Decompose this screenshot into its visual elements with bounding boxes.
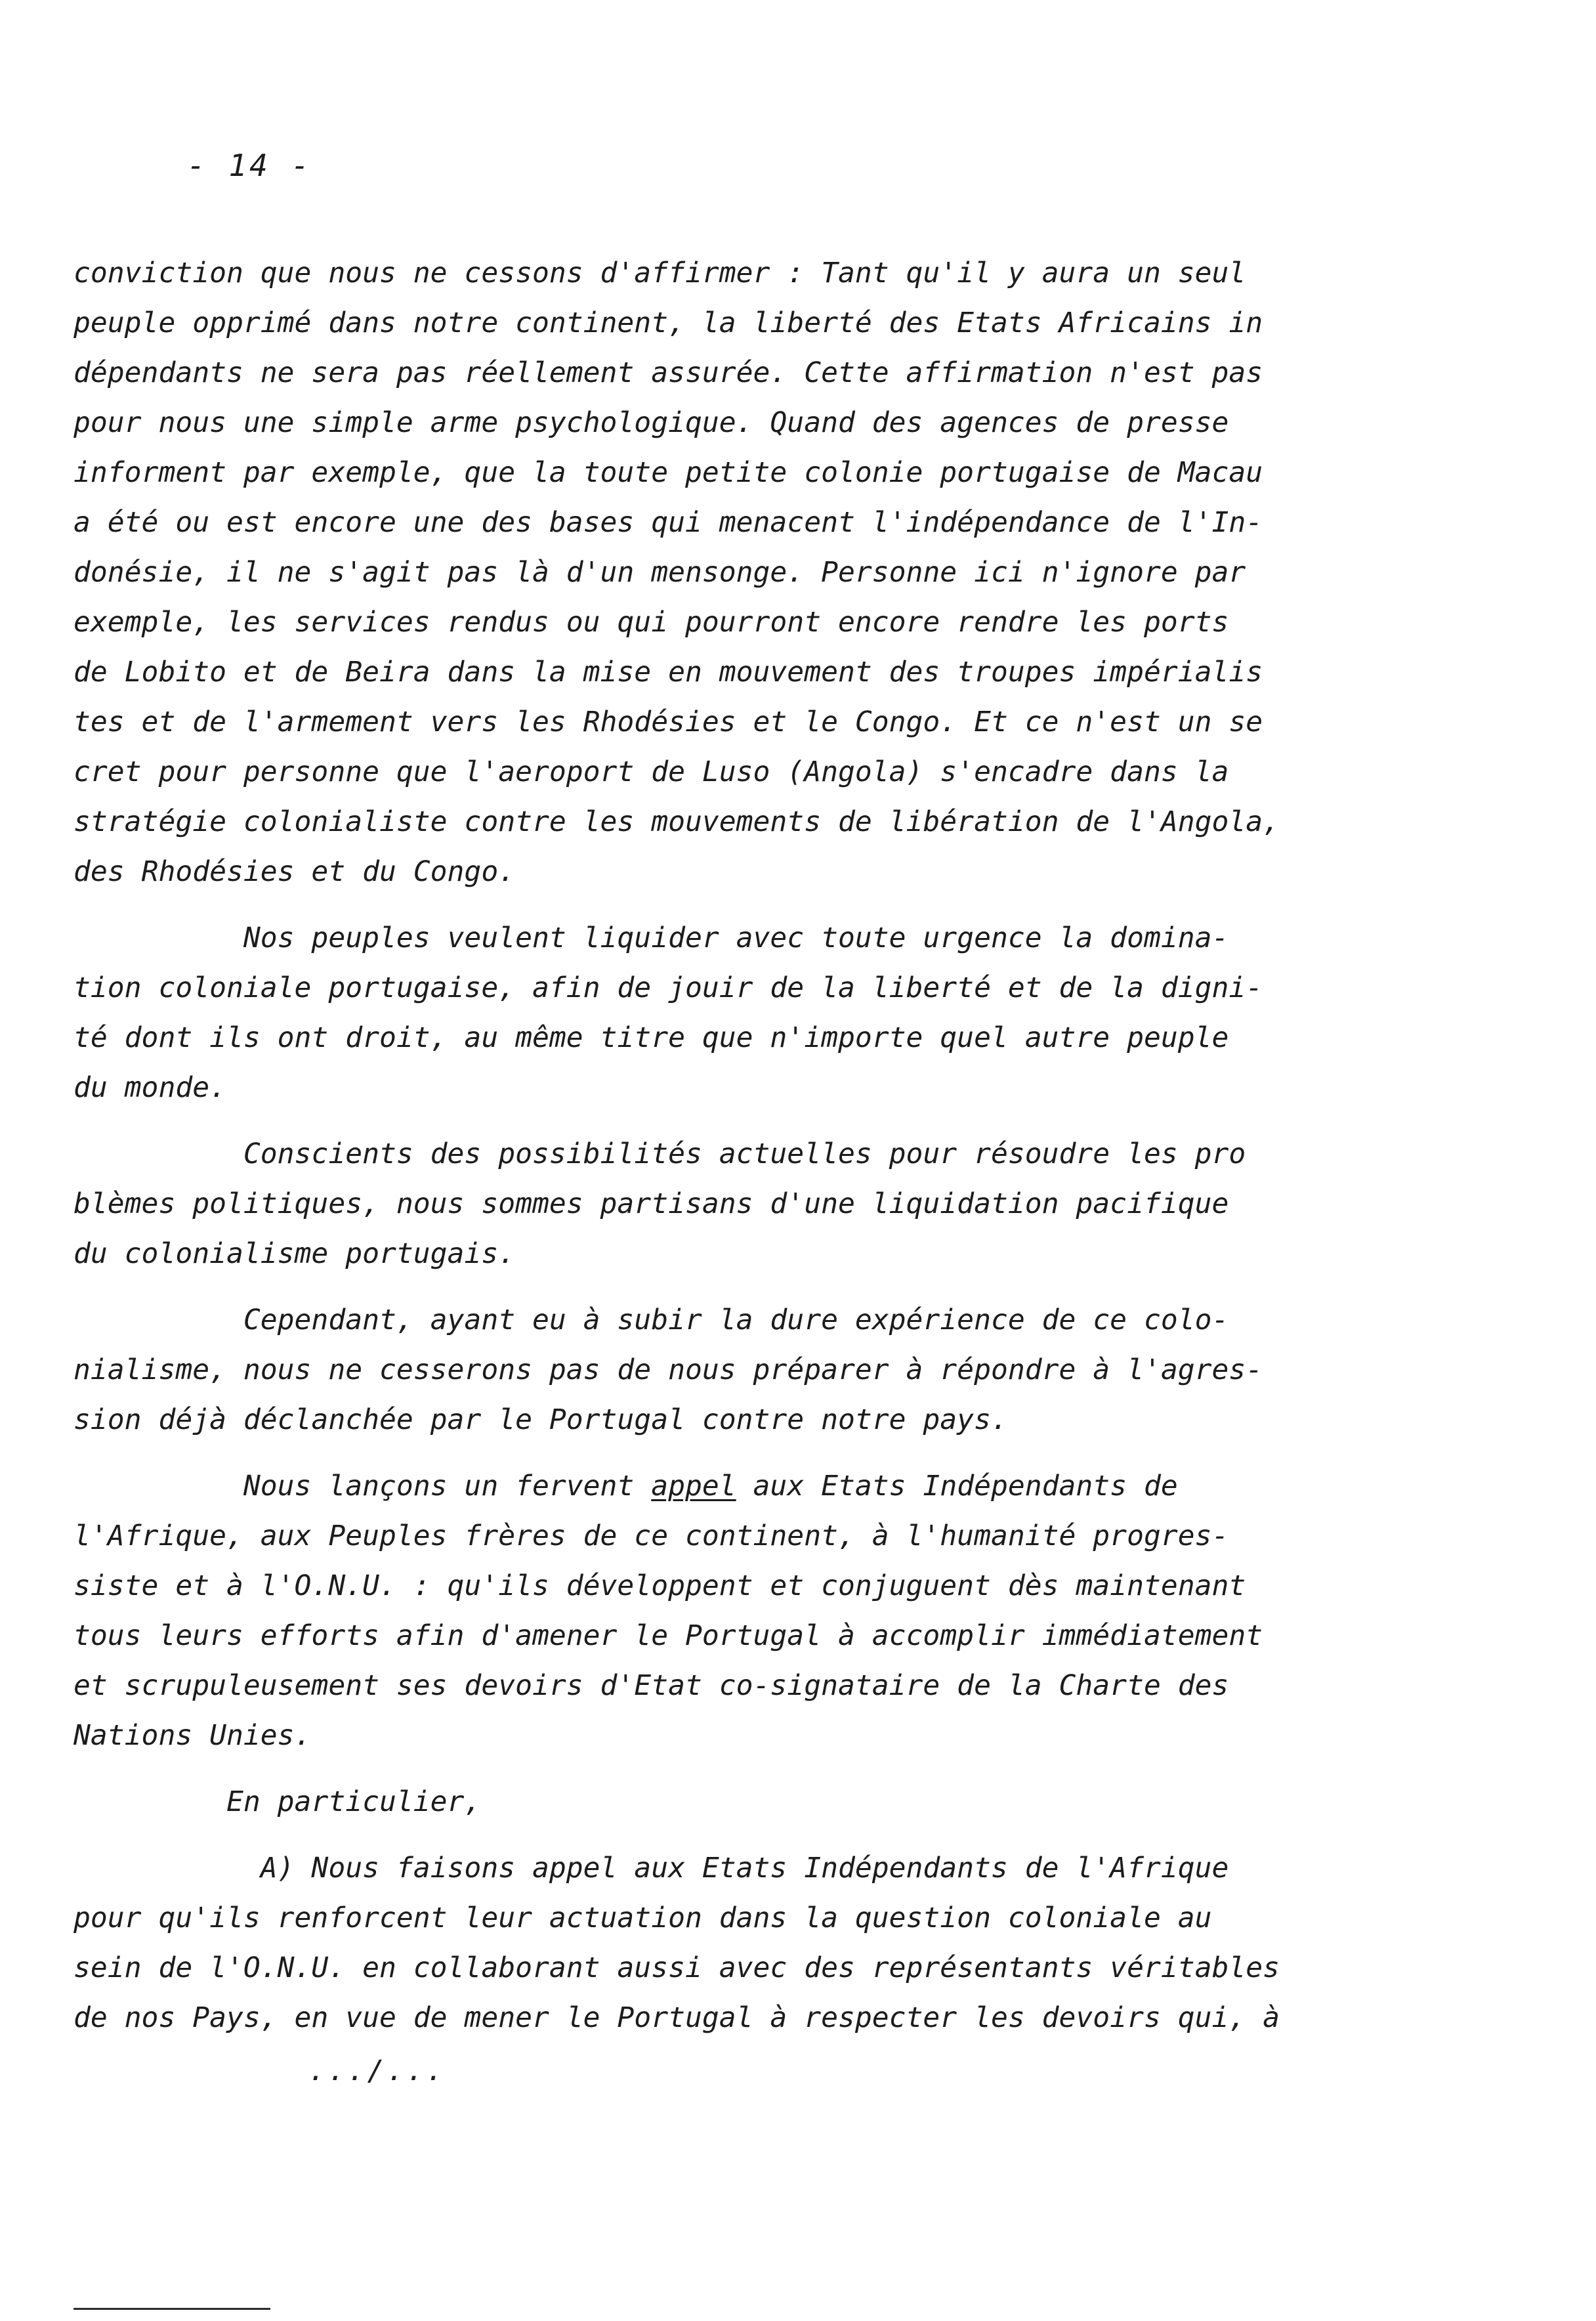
text-line: siste et à l'O.N.U. : qu'ils développent et conjuguent dès maintenant xyxy=(74,1569,1246,1602)
paragraph-1 xyxy=(74,248,1491,897)
text-line: sion déjà déclanchée par le Portugal contre notre pays. xyxy=(74,1403,1008,1436)
text-line: donésie, il ne s'agit pas là d'un mensonge. Personne ici n'ignore par xyxy=(74,556,1246,589)
text-line: sein de l'O.N.U. en collaborant aussi avec des représentants véritables xyxy=(74,1951,1280,1984)
text-line: de Lobito et de Beira dans la mise en mouvement des troupes impérialis xyxy=(74,656,1263,689)
paragraph-gap xyxy=(74,1760,1491,1777)
text-line: exemple, les services rendus ou qui pourront encore rendre les ports xyxy=(74,606,1229,639)
text-line: des Rhodésies et du Congo. xyxy=(74,855,516,888)
text-line: tion coloniale portugaise, afin de jouir de la liberté et de la digni- xyxy=(74,971,1263,1004)
text-line: Cependant, ayant eu à subir la dure expérience de ce colo- xyxy=(74,1304,1229,1336)
paragraph-4 xyxy=(74,1295,1491,1445)
text-line: nialisme, nous ne cesserons pas de nous préparer à répondre à l'agres- xyxy=(74,1353,1263,1386)
text-line: stratégie colonialiste contre les mouvements de libération de l'Angola, xyxy=(74,805,1280,838)
paragraph-gap xyxy=(74,1827,1491,1843)
text-line: Conscients des possibilités actuelles pour résoudre les pro xyxy=(74,1138,1246,1170)
paragraph-gap xyxy=(74,1445,1491,1461)
paragraph-2 xyxy=(74,913,1491,1113)
text-line: Nations Unies. xyxy=(74,1719,312,1752)
text-line: a été ou est encore une des bases qui menacent l'indépendance de l'In- xyxy=(74,506,1263,539)
paragraph-gap xyxy=(74,897,1491,913)
text-line: tes et de l'armement vers les Rhodésies et le Congo. Et ce n'est un se xyxy=(74,706,1263,738)
text-line: A) Nous faisons appel aux Etats Indépendants de l'Afrique xyxy=(74,1852,1229,1884)
paragraph-5 xyxy=(74,1461,1491,1760)
text-line: blèmes politiques, nous sommes partisans d'une liquidation pacifique xyxy=(74,1187,1229,1220)
text-line: conviction que nous ne cessons d'affirmer : Tant qu'il y aura un seul xyxy=(74,257,1246,289)
paragraph-6 xyxy=(74,1777,1491,1827)
page-number: - 14 - xyxy=(187,148,312,183)
body-text xyxy=(74,248,1491,2043)
paragraph-gap xyxy=(74,1279,1491,1295)
text-segment: Nous lançons un fervent xyxy=(74,1470,652,1502)
text-line: Nos peuples veulent liquider avec toute urgence la domina- xyxy=(74,922,1229,954)
text-line: En particulier, xyxy=(74,1785,482,1818)
text-line: pour qu'ils renforcent leur actuation dans la question coloniale au xyxy=(74,1902,1212,1934)
text-line: peuple opprimé dans notre continent, la liberté des Etats Africains in xyxy=(74,307,1263,339)
text-line: du monde. xyxy=(74,1071,226,1104)
paragraph-7 xyxy=(74,1843,1491,2043)
paragraph-gap xyxy=(74,1113,1491,1129)
text-line: de nos Pays, en vue de mener le Portugal à respecter les devoirs qui, à xyxy=(74,2001,1280,2034)
text-line xyxy=(74,1461,1491,1511)
text-line: et scrupuleusement ses devoirs d'Etat co-signataire de la Charte des xyxy=(74,1669,1229,1702)
text-line: l'Afrique, aux Peuples frères de ce continent, à l'humanité progres- xyxy=(74,1520,1229,1552)
text-segment: aux Etats Indépendants de xyxy=(736,1470,1178,1502)
continuation-mark: .../... xyxy=(308,2055,446,2087)
text-line: informent par exemple, que la toute petite colonie portugaise de Macau xyxy=(74,456,1263,489)
text-line: té dont ils ont droit, au même titre que n'importe quel autre peuple xyxy=(74,1021,1229,1054)
text-line: cret pour personne que l'aeroport de Luso (Angola) s'encadre dans la xyxy=(74,756,1229,788)
underlined-word: appel xyxy=(651,1470,736,1502)
paragraph-3 xyxy=(74,1129,1491,1279)
text-line: du colonialisme portugais. xyxy=(74,1237,516,1270)
text-line: dépendants ne sera pas réellement assurée. Cette affirmation n'est pas xyxy=(74,356,1263,389)
text-line: tous leurs efforts afin d'amener le Portugal à accomplir immédiatement xyxy=(74,1619,1263,1652)
text-line: pour nous une simple arme psychologique. Quand des agences de presse xyxy=(74,406,1229,439)
bottom-rule xyxy=(74,2308,270,2310)
